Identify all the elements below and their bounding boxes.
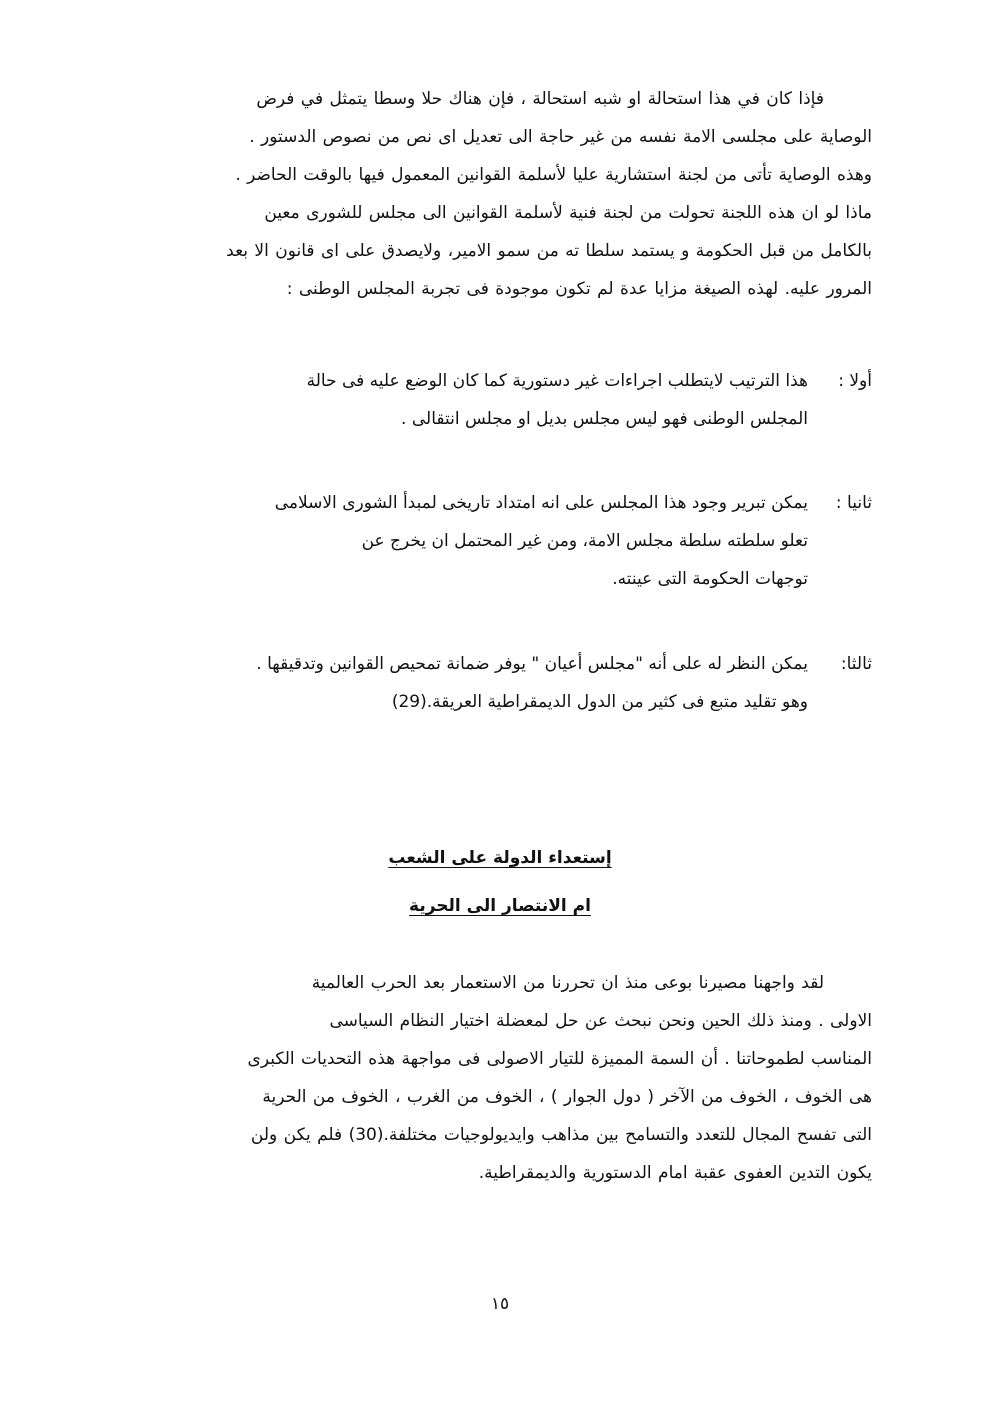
paragraph-line: المرور عليه. لهذه الصيغة مزايا عدة لم تكون موجودة فى تجربة المجلس الوطنى : <box>286 279 872 299</box>
paragraph-line: وهذه الوصاية تأتى من لجنة استشارية عليا لأسلمة القوانين المعمول فيها بالوقت الحاضر . <box>235 165 872 185</box>
list-item-text <box>172 484 808 598</box>
intro-paragraph <box>150 80 872 308</box>
list-item-line: يمكن النظر له على أنه "مجلس أعيان " يوفر ضمانة تمحيص القوانين وتدقيقها . <box>256 654 808 674</box>
list-item-label: ثالثا: <box>840 654 872 674</box>
list-item-line: وهو تقليد متبع فى كثير من الدول الديمقراطية العريقة.(29) <box>391 692 808 712</box>
paragraph-line: الاولى . ومنذ ذلك الحين ونحن نبحث عن حل لمعضلة اختيار النظام السياسى <box>329 1011 872 1031</box>
list-item-line: المجلس الوطنى فهو ليس مجلس بديل او مجلس انتقالى . <box>401 409 808 429</box>
body-paragraph <box>150 964 872 1192</box>
paragraph-line: لقد واجهنا مصيرنا بوعى منذ ان تحررنا من الاستعمار بعد الحرب العالمية <box>311 973 824 993</box>
section-heading-line-1: إستعداء الدولة على الشعب <box>388 848 612 868</box>
list-item-third <box>172 645 872 721</box>
paragraph-line: التى تفسح المجال للتعدد والتسامح بين مذاهب وايديولوجيات مختلفة.(30) فلم يكن ولن <box>250 1125 872 1145</box>
paragraph-line: هى الخوف ، الخوف من الآخر ( دول الجوار ) ، الخوف من الغرب ، الخوف من الحرية <box>262 1087 872 1107</box>
list-item-line: هذا الترتيب لايتطلب اجراءات غير دستورية كما كان الوضع عليه فى حالة <box>306 371 808 391</box>
paragraph-line: ماذا لو ان هذه اللجنة تحولت من لجنة فنية لأسلمة القوانين الى مجلس للشورى معين <box>264 203 872 223</box>
list-item-label: أولا : <box>838 371 872 391</box>
paragraph-line: الوصاية على مجلسى الامة نفسه من غير حاجة الى تعديل اى نص من نصوص الدستور . <box>249 127 872 147</box>
list-item-line: يمكن تبرير وجود هذا المجلس على انه امتداد تاريخى لمبدأ الشورى الاسلامى <box>274 493 808 513</box>
paragraph-line: يكون التدين العفوى عقبة امام الدستورية والديمقراطية. <box>478 1163 872 1183</box>
list-item-line: توجهات الحكومة التى عينته. <box>612 569 808 589</box>
list-item-line: تعلو سلطته سلطة مجلس الامة، ومن غير المحتمل ان يخرج عن <box>361 531 808 551</box>
section-heading-line-2: ام الانتصار الى الحرية <box>409 896 591 916</box>
paragraph-line: بالكامل من قبل الحكومة و يستمد سلطا ته من سمو الامير، ولايصدق على اى قانون الا بعد <box>226 241 872 261</box>
list-item-first <box>172 362 872 438</box>
list-item-second <box>172 484 872 598</box>
list-item-text <box>172 362 808 438</box>
list-item-label: ثانيا : <box>835 493 872 513</box>
paragraph-line: المناسب لطموحاتنا . أن السمة المميزة للتيار الاصولى فى مواجهة هذه التحديات الكبرى <box>247 1049 872 1069</box>
paragraph-line: فإذا كان في هذا استحالة او شبه استحالة ، فإن هناك حلا وسطا يتمثل في فرض <box>256 89 824 109</box>
list-item-text <box>172 645 808 721</box>
page-number: ١٥ <box>490 1294 510 1314</box>
